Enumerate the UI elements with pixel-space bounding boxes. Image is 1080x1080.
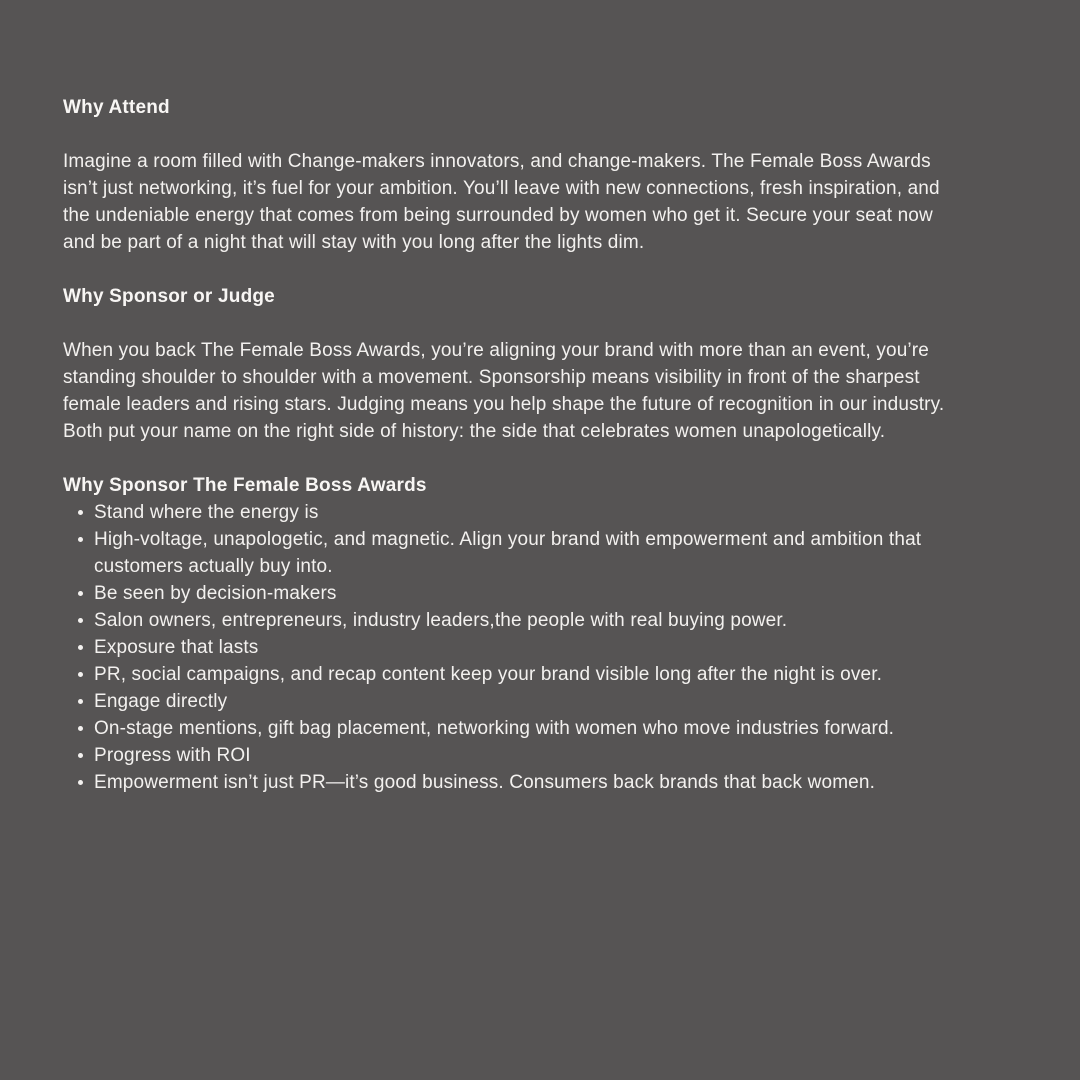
section-why-attend (63, 94, 969, 256)
why-sponsor-awards-heading: Why Sponsor The Female Boss Awards (63, 475, 427, 496)
section-why-sponsor-or-judge (63, 283, 969, 445)
why-sponsor-or-judge-paragraph: When you back The Female Boss Awards, you’re aligning your brand with more than an event, you’re standing shoulder to shoulder with a movement. Sponsorship means visibility in front of the sharpest female leaders and rising stars. Judging means you help shape the future of recognition in our industry. Both put your name on the right side of history: the side that celebrates women unapologetically. (63, 340, 945, 442)
list-item: Salon owners, entrepreneurs, industry leaders,the people with real buying power. (63, 607, 969, 634)
section-why-sponsor-awards (63, 472, 969, 796)
list-item: Empowerment isn’t just PR—it’s good business. Consumers back brands that back women. (63, 769, 969, 796)
list-item: Be seen by decision-makers (63, 580, 969, 607)
list-item: High-voltage, unapologetic, and magnetic. Align your brand with empowerment and ambition that customers actually buy into. (63, 526, 969, 580)
benefits-list (63, 499, 969, 796)
list-item: PR, social campaigns, and recap content keep your brand visible long after the night is over. (63, 661, 969, 688)
text-content (63, 94, 969, 796)
why-sponsor-or-judge-heading: Why Sponsor or Judge (63, 286, 275, 307)
list-item: Engage directly (63, 688, 969, 715)
list-item: On-stage mentions, gift bag placement, networking with women who move industries forward. (63, 715, 969, 742)
list-item: Stand where the energy is (63, 499, 969, 526)
why-attend-paragraph: Imagine a room filled with Change-makers innovators, and change-makers. The Female Boss Awards isn’t just networking, it’s fuel for your ambition. You’ll leave with new connections, fresh inspiration, and the undeniable energy that comes from being surrounded by women who get it. Secure your seat now and be part of a night that will stay with you long after the lights dim. (63, 151, 940, 253)
list-item: Exposure that lasts (63, 634, 969, 661)
list-item: Progress with ROI (63, 742, 969, 769)
why-attend-heading: Why Attend (63, 97, 170, 118)
